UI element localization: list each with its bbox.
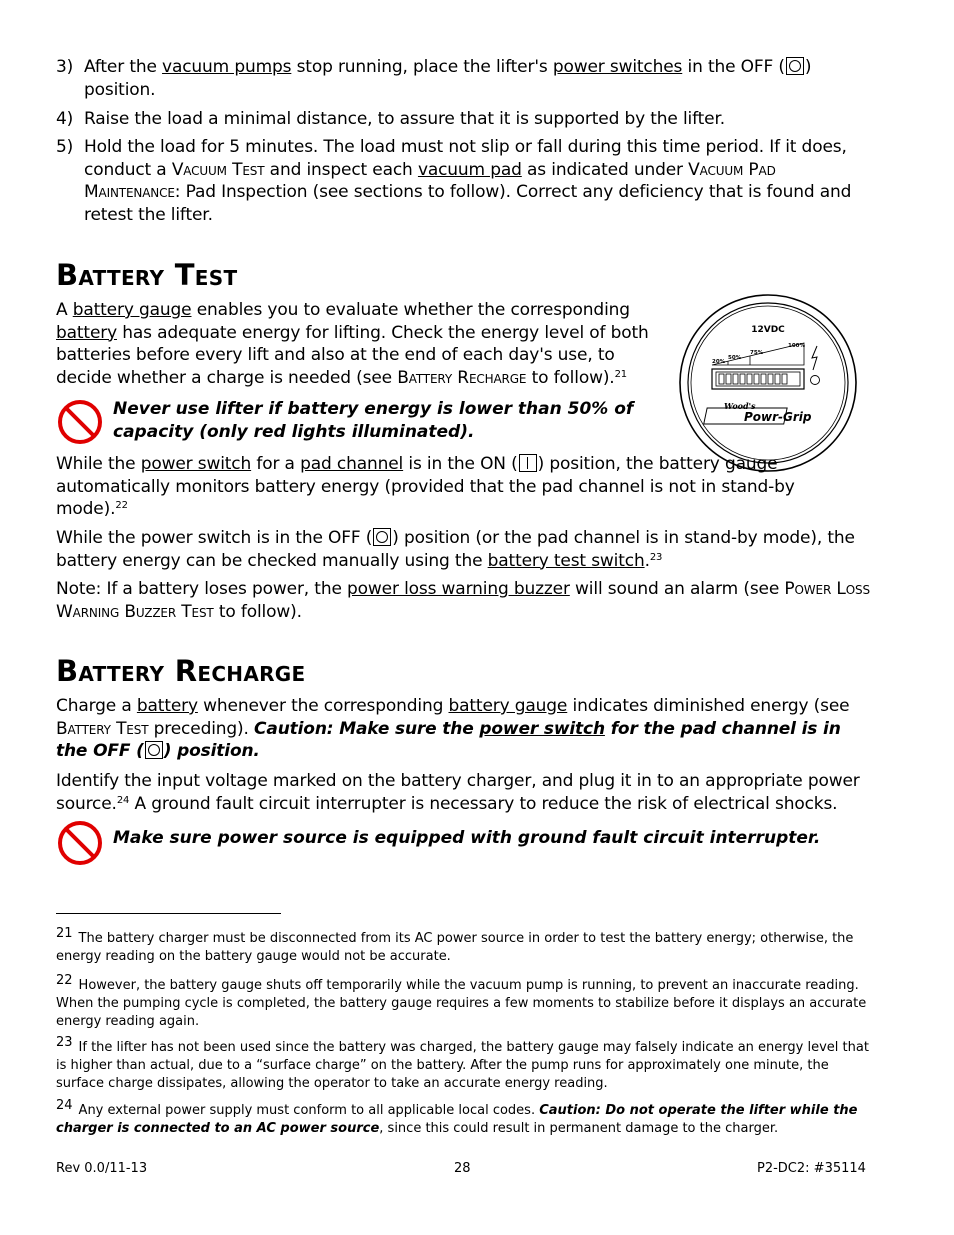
power-switch-link: power switch: [479, 718, 605, 739]
footnote-22: 22 However, the battery gauge shuts off temporarily while the vacuum pump is running, to prevent an inaccurate reading. When the pumping cycle is completed, the battery gauge requires a few moments to stabilize before it displays an accurate energy reading again.: [56, 973, 867, 1029]
footnote-ref: 23: [649, 551, 663, 563]
svg-text:50%: 50%: [728, 355, 742, 361]
battery-recharge-intro: Charge a battery whenever the corresponding battery gauge indicates diminished energy (see Battery Test preceding). Caution: Make sure the power switch for the pad channel is in the OFF ( ) position.: [56, 696, 850, 761]
list-number: 5): [56, 137, 74, 157]
pad-channel-link: pad channel: [300, 454, 404, 474]
battery-test-intro: A battery gauge enables you to evaluate whether the corresponding battery has adequate energy for lifting. Check the energy level of both batteries before every lift and also at the end of each day's use, to decide whether a charge is needed (see Battery Recharge to follow).$^{21}$: [56, 300, 649, 388]
off-symbol-icon: [145, 741, 163, 759]
gauge-voltage-label: 12VDC: [751, 325, 785, 335]
caution-text: Caution: Make sure the power switch for the pad channel is in the OFF ( ) position.: [56, 718, 841, 761]
footnote-separator: [56, 913, 281, 914]
footer-doc-id: P2-DC2: #35114: [757, 1161, 866, 1176]
list-item-5: 5) Hold the load for 5 minutes. The load must not slip or fall during this time period. If it does, conduct a Vacuum Test and inspect each vacuum pad as indicated under Vacuum Pad Maintenance: Pad Inspection (see sections to follow). Correct any deficiency that is found and retest the lifter.: [56, 137, 852, 225]
list-number: 3): [56, 57, 74, 77]
list-item-3: 3) After the vacuum pumps stop running, place the lifter's power switches in the OFF ( ) position.: [56, 57, 812, 100]
footer-revision: Rev 0.0/11-13: [56, 1161, 148, 1176]
vacuum-pad-link: vacuum pad: [417, 159, 522, 180]
footnote-ref: 22: [115, 500, 128, 511]
svg-text:Wood's: Wood's: [724, 401, 756, 411]
battery-gauge-link: battery gauge: [72, 300, 192, 320]
warning-text: Never use lifter if battery energy is lower than 50% of capacity (only red lights illuminated).: [113, 399, 634, 442]
battery-link: battery: [136, 696, 198, 716]
vacuum-pumps-link: vacuum pumps: [162, 57, 292, 77]
power-switches-link: power switches: [552, 57, 683, 77]
on-symbol-icon: [519, 454, 537, 472]
power-loss-buzzer-link: power loss warning buzzer: [347, 579, 570, 599]
footnote-21: 21 The battery charger must be disconnected from its AC power source in order to test the battery energy; otherwise, the energy reading on the battery gauge would not be accurate.: [56, 926, 854, 964]
battery-test-auto-monitor: While the power switch for a pad channel is in the ON ( ) position, the battery gauge automatically monitors battery energy (provided that the pad channel is not in stand-by mode).$^{22}$: [56, 454, 795, 519]
battery-recharge-voltage: Identify the input voltage marked on the battery charger, and plug it in to an appropriate power source.$^{24}$ A ground fault circuit interrupter is necessary to reduce the risk of electrical shocks.: [56, 771, 860, 814]
battery-gauge-image: [676, 291, 860, 475]
battery-test-note: Note: If a battery loses power, the power loss warning buzzer will sound an alarm (see Power Loss Warning Buzzer Test to follow).: [56, 579, 870, 622]
svg-text:100%: 100%: [788, 343, 805, 349]
prohibition-icon: [56, 398, 104, 446]
off-symbol-icon: [373, 528, 391, 546]
footnote-ref: 24: [116, 794, 130, 806]
battery-warning: [56, 398, 656, 446]
svg-text:75%: 75%: [750, 350, 764, 356]
footnote-24: 24 Any external power supply must conform to all applicable local codes. Caution: Do not operate the lifter while the charger is connected to an AC power source, since this could result in permanent damage to the charger.: [56, 1098, 858, 1136]
footnote-ref: 21: [614, 368, 627, 380]
battery-test-heading: Battery Test: [56, 258, 238, 292]
svg-text:20%: 20%: [712, 359, 726, 365]
footnote-23: 23 If the lifter has not been used since the battery was charged, the battery gauge may falsely indicate an energy level that is higher than actual, due to a “surface charge” on the battery. After the pump runs for approximately one minute, the surface charge dissipates, allowing the operator to take an accurate energy reading.: [56, 1035, 869, 1091]
battery-recharge-heading: Battery Recharge: [56, 654, 306, 688]
battery-test-switch-link: battery test switch: [487, 550, 645, 571]
footer-page-number: 28: [454, 1161, 471, 1176]
gfci-warning: [56, 819, 871, 867]
warning-text: Make sure power source is equipped with ground fault circuit interrupter.: [113, 828, 821, 848]
battery-test-manual-check: While the power switch is in the OFF ( ) position (or the pad channel is in stand-by mode), the battery energy can be checked manually using the battery test switch.$^{23}$: [56, 528, 855, 571]
off-symbol-icon: [786, 57, 804, 75]
battery-link: battery: [56, 322, 117, 343]
power-switch-link: power switch: [140, 454, 252, 474]
list-item-4: 4) Raise the load a minimal distance, to assure that it is supported by the lifter.: [56, 109, 726, 129]
list-number: 4): [56, 109, 74, 129]
prohibition-icon: [56, 819, 104, 867]
gauge-brand-logo: Powr-Grip: [744, 410, 812, 424]
battery-gauge-link: battery gauge: [448, 696, 568, 716]
